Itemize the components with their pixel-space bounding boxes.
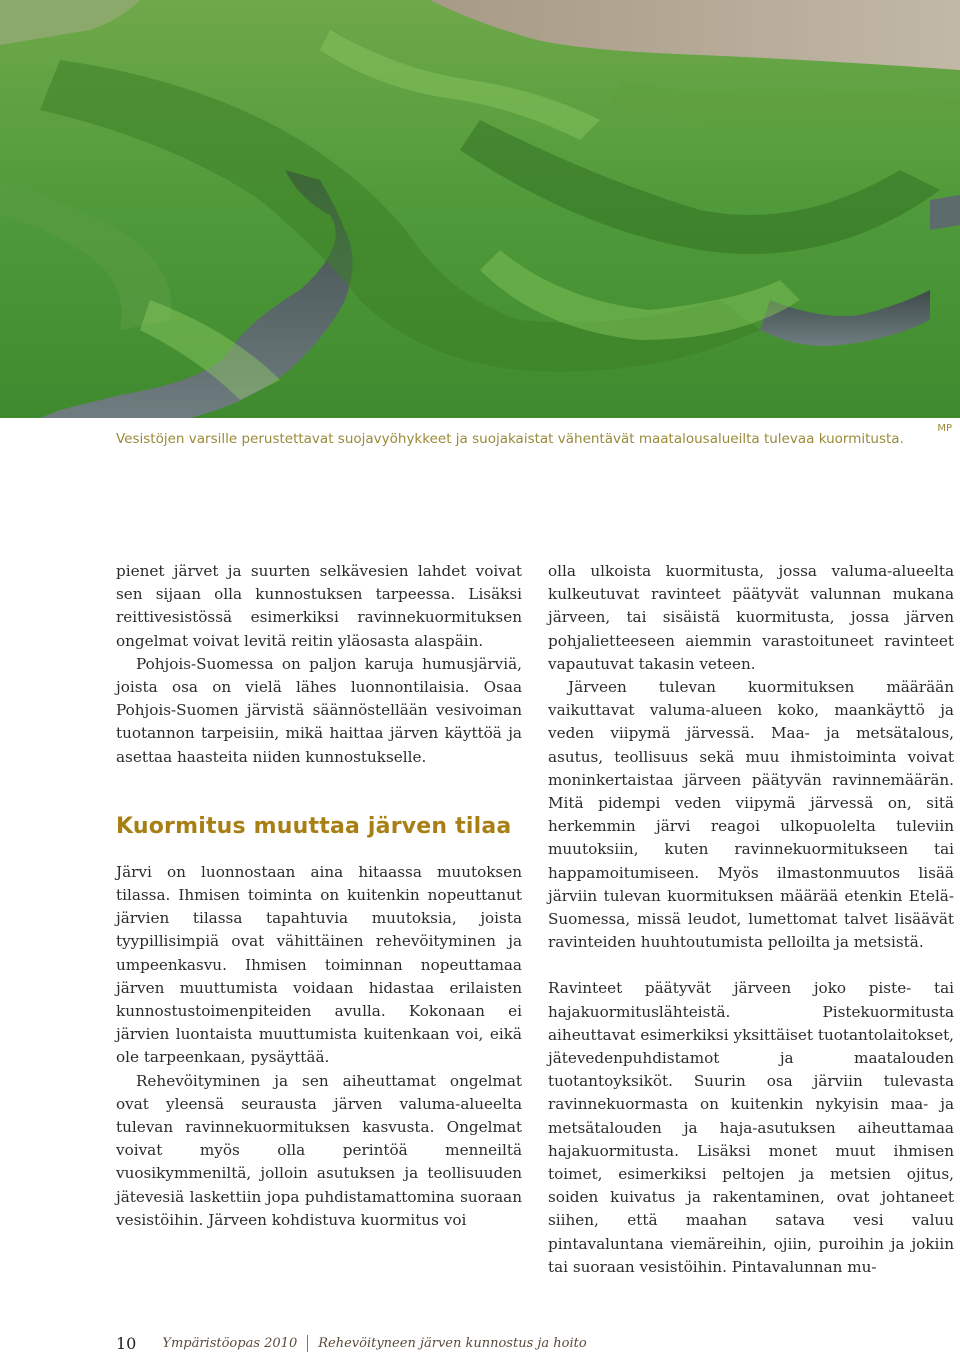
- left-column: [116, 560, 522, 1232]
- header-photo: [0, 0, 960, 418]
- left-paragraph-1: pienet järvet ja suurten selkävesien lahdet voivat sen sijaan olla kunnostuksen tarpeessa. Lisäksi reittivesistössä esimerkiksi ravinnekuormituksen ongelmat voivat levitä reitin yläosasta alaspäin.: [116, 562, 522, 650]
- right-paragraph-3: Ravinteet päätyvät järveen joko piste- tai hajakuormituslähteistä. Pistekuormitusta aiheuttavat esimerkiksi yksittäiset tuotantolaitokset, jätevedenpuhdistamot ja maatalouden tuotantoyksiköt. Suurin osa järviin tulevasta ravinnekuormasta on kuitenkin nykyisin maa- ja metsätalouden ja haja-asutuksen aiheuttamaa hajakuormitusta. Lisäksi monet muut ihmisen toimet, esimerkiksi peltojen ja metsien ojitus, soiden kuivatus ja rakentaminen, ovat johtaneet siihen, että maahan satava vesi valuu pintavaluntana viemäreihin, ojiin, puroihin ja jokiin tai suoraan vesistöihin. Pintavalunnan mu-: [548, 979, 954, 1276]
- meadow-stream-photo: [0, 0, 960, 418]
- left-paragraph-2: Pohjois-Suomessa on paljon karuja humusjärviä, joista osa on vielä lähes luonnontilaisia. Osaa Pohjois-Suomen järvistä säännöstellään vesivoiman tuotannon tarpeisiin, mikä haittaa järven käyttöä ja asettaa haasteita niiden kunnostukselle.: [116, 654, 522, 766]
- section-heading: Kuormitus muuttaa järven tilaa: [116, 813, 512, 839]
- page-number: 10: [116, 1334, 137, 1353]
- left-paragraph-4: Rehevöityminen ja sen aiheuttamat ongelmat ovat yleensä seurausta järven valuma-alueelta tulevan ravinnekuormituksen kasvusta. Ongelmat voivat myös olla perintöä menneiltä vuosikymmeniltä, jolloin asutuksen ja teollisuuden jätevesiä laskettiin jopa puhdistamattomina suoraan vesistöihin. Järveen kohdistuva kuormitus voi: [116, 1071, 522, 1229]
- right-column: [548, 560, 954, 1279]
- photo-caption: Vesistöjen varsille perustettavat suojavyöhykkeet ja suojakaistat vähentävät maatalousalueilta tulevaa kuormitusta.: [116, 431, 904, 447]
- publication-name: Ympäristöopas 2010: [162, 1336, 298, 1351]
- page-footer: [116, 1334, 587, 1353]
- left-paragraph-3: Järvi on luonnostaan aina hitaassa muutoksen tilassa. Ihmisen toiminta on kuitenkin nopeuttanut järvien tilassa tapahtuvia muutoksia, joista tyypillisimpiä ovat vähittäinen rehevöityminen ja umpeenkasvu. Ihmisen toiminnan nopeuttamaa järven muuttumista voidaan hidastaa erilaisten kunnostustoimenpiteiden avulla. Kokonaan ei järvien luontaista muuttumista kuitenkaan voi, eikä ole tarpeenkaan, pysäyttää.: [116, 862, 522, 1067]
- publication-title: Rehevöityneen järven kunnostus ja hoito: [318, 1336, 587, 1351]
- right-paragraph-1: olla ulkoista kuormitusta, jossa valuma-alueelta kulkeutuvat ravinteet päätyvät valunnan mukana järveen, tai sisäistä kuormitusta, jossa järven pohjalietteeseen aiemmin varastoituneet ravinteet vapautuvat takasin veteen.: [548, 562, 954, 673]
- right-paragraph-2: Järveen tulevan kuormituksen määrään vaikuttavat valuma-alueen koko, maankäyttö ja veden viipymä järvessä. Maa- ja metsätalous, asutus, teollisuus sekä muu ihmistoiminta voivat moninkertaistaa järveen päätyvän ravinnemäärän. Mitä pidempi veden viipymä järvessä on, sitä herkemmin järvi reagoi ulkopuolelta tuleviin muutoksiin, kuten ravinnekuormitukseen tai happamoitumiseen. Myös ilmastonmuutos lisää järviin tulevan kuormituksen määrää etenkin Etelä-Suomessa, missä leudot, lumettomat talvet lisäävät ravinteiden huuhtoutumista pelloilta ja metsistä.: [548, 678, 954, 952]
- paragraph-gap: [548, 954, 954, 977]
- photo-credit: MP: [937, 423, 952, 434]
- footer-divider: [307, 1335, 308, 1352]
